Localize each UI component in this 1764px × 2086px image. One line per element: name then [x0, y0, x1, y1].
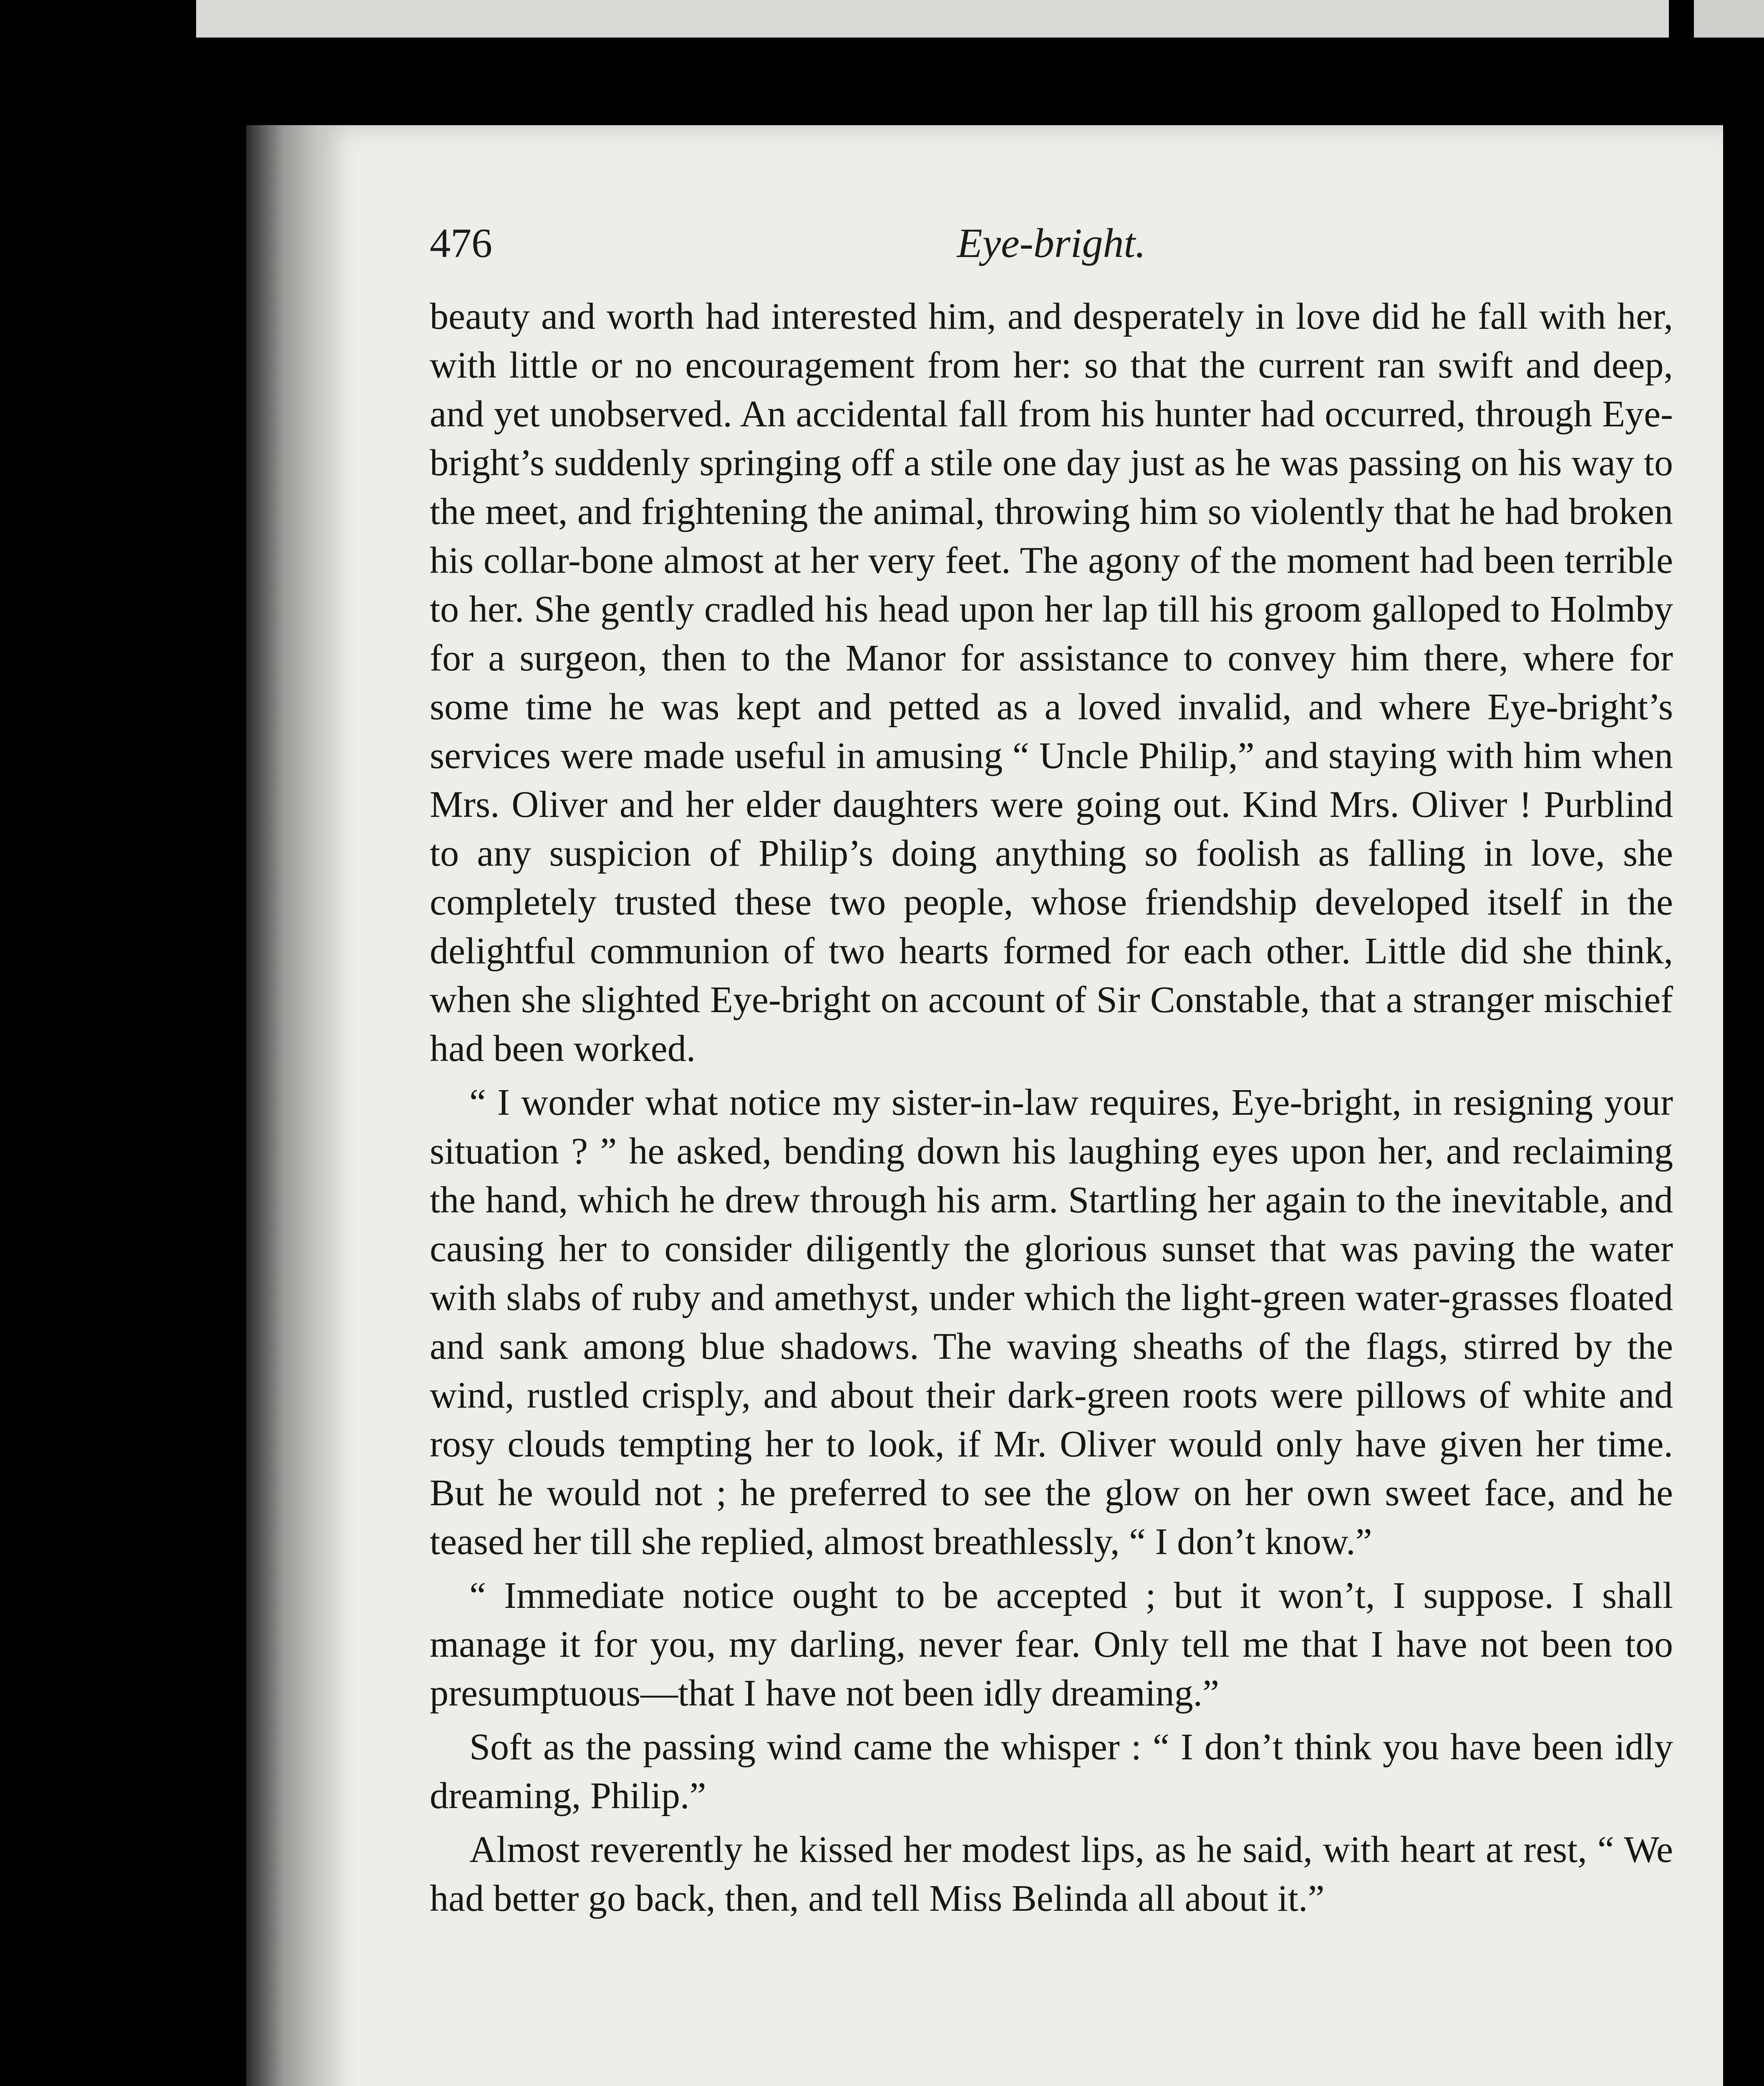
- previous-page-edge: [196, 0, 1669, 38]
- paragraph-4: Soft as the passing wind came the whisper : “ I don’t think you have been idly dreaming, Philip.”: [430, 1726, 1673, 1816]
- paragraph-2: “ I wonder what notice my sister-in-law requires, Eye-bright, in resigning your situation ? ” he asked, bending down his laughing eyes upon her, and reclaiming the hand, which he drew through his arm. Startling her again to the inevitable, and causing her to consider diligently the glorious sunset that was paving the water with slabs of ruby and amethyst, under which the light-green water-grasses floated and sank among blue shadows. The waving sheaths of the flags, stirred by the wind, rustled crisply, and about their dark-green roots were pillows of white and rosy clouds tempting her to look, if Mr. Oliver would only have given her time. But he would not ; he preferred to see the glow on her own sweet face, and he teased her till she replied, almost breathlessly, “ I don’t know.”: [430, 1082, 1673, 1562]
- page-header: [430, 219, 1673, 282]
- paragraph-5: Almost reverently he kissed her modest lips, as he said, with heart at rest, “ We had better go back, then, and tell Miss Belinda all about it.”: [430, 1829, 1673, 1919]
- previous-page-edge-right: [1694, 0, 1764, 38]
- page-number: 476: [430, 220, 492, 266]
- book-page: [317, 125, 1723, 2086]
- paragraph-1: beauty and worth had interested him, and desperately in love did he fall with her, with little or no encouragement from her: so that the current ran swift and deep, and yet unobserved. An accidental fall from his hunter had occurred, through Eye-bright’s suddenly springing off a stile one day just as he was passing on his way to the meet, and frightening the animal, throwing him so violently that he had broken his collar-bone almost at her very feet. The agony of the moment had been terrible to her. She gently cradled his head upon her lap till his groom galloped to Holmby for a surgeon, then to the Manor for assistance to convey him there, where for some time he was kept and petted as a loved invalid, and where Eye-bright’s services were made useful in amusing “ Uncle Philip,” and staying with him when Mrs. Oliver and her elder daughters were going out. Kind Mrs. Oliver ! Purblind to any suspicion of Philip’s doing anything so foolish as falling in love, she completely trusted these two people, whose friendship developed itself in the delightful communion of two hearts formed for each other. Little did she think, when she slighted Eye-bright on account of Sir Constable, that a stranger mischief had been worked.: [430, 296, 1673, 1069]
- paragraph-3: “ Immediate notice ought to be accepted ; but it won’t, I suppose. I shall manage it for you, my darling, never fear. Only tell me that I have not been too presumptuous—that I have not been idly dreaming.”: [430, 1575, 1673, 1714]
- running-head: Eye-bright.: [957, 220, 1146, 266]
- body-text: [430, 292, 1673, 1923]
